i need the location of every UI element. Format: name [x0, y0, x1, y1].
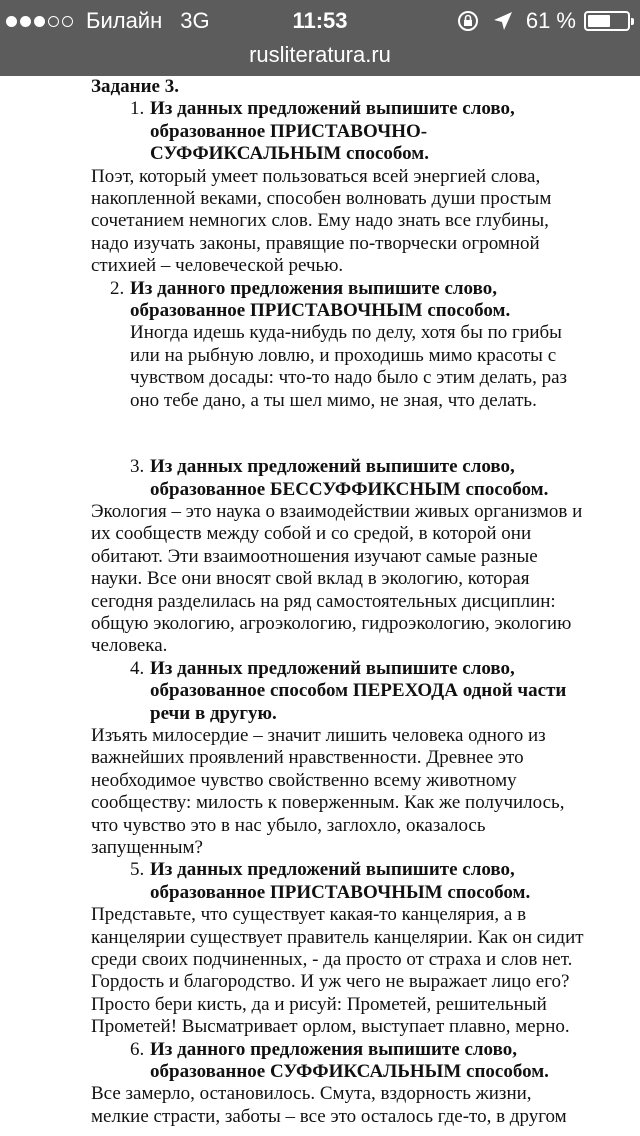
instruction-line: речи в другую. [150, 702, 277, 724]
task-4-instruction [130, 658, 640, 725]
task-6-instruction [130, 1039, 640, 1084]
instruction-line: образованное СУФФИКСАЛЬНЫМ способом. [150, 1061, 549, 1083]
instruction-line: Из данных предложений выпишите слово, [150, 657, 515, 679]
task-number: 1. [130, 98, 145, 120]
task-heading: Задание 3. [91, 76, 179, 97]
battery-percent: 61 % [525, 8, 576, 33]
task-6-text [0, 1083, 640, 1128]
task-number: 4. [130, 657, 145, 679]
battery-fill [588, 15, 610, 27]
text-line: Все замерло, остановилось. Смута, вздорность жизни, [91, 1083, 532, 1105]
text-line: их сообществ между собой и со средой, в которой они [91, 523, 532, 545]
text-line: накопленной веками, способен волновать души простым [91, 188, 552, 210]
task-5-instruction [130, 859, 640, 904]
location-arrow-icon [492, 10, 514, 32]
status-bar [0, 0, 640, 40]
blank-space [0, 412, 640, 456]
text-line: запущенным? [91, 837, 203, 858]
instruction-line: образованное БЕССУФФИКСНЫМ способом. [150, 478, 549, 500]
instruction-line: образованное ПРИСТАВОЧНЫМ способом. [150, 881, 531, 903]
instruction-line: Из данного предложения выпишите слово, [130, 277, 497, 299]
instruction-line: образованное ПРИСТАВОЧНЫМ способом. [130, 300, 511, 322]
instruction-line: СУФФИКСАЛЬНЫМ способом. [150, 143, 429, 165]
text-line: необходимое чувство свойственно всему животному [91, 769, 517, 791]
text-line: общую экологию, агроэкологию, гидроэкологию, экологию [91, 612, 572, 634]
text-line: Поэт, который умеет пользоваться всей энергией слова, [91, 165, 541, 187]
text-line: мелкие страсти, заботы – все это осталось где-то, в другом [91, 1105, 567, 1127]
instruction-line: Из данных предложений выпишите слово, [150, 859, 515, 881]
text-line: Прометей! Высматривает орлом, выступает плавно, мерно. [91, 1016, 570, 1038]
instruction-line: Из данных предложений выпишите слово, [150, 98, 515, 120]
task-3-text [0, 501, 640, 658]
task-number: 6. [130, 1038, 145, 1060]
task-1-text [0, 166, 640, 278]
text-line: науки. Все они вносят свой вклад в экологию, которая [91, 568, 530, 590]
text-line: или на рыбную ловлю, и проходишь мимо красоты с [130, 344, 557, 366]
task-number: 3. [130, 456, 145, 478]
text-line: Изъять милосердие – значит лишить человека одного из [91, 724, 546, 746]
task-number: 2. [110, 277, 125, 299]
instruction-line: образованное ПРИСТАВОЧНО- [150, 120, 428, 142]
text-line: сообществу: милость к поверженным. Как же получилось, [91, 792, 565, 814]
text-line: Иногда идешь куда-нибудь по делу, хотя бы по грибы [130, 322, 562, 344]
text-line: Представьте, что существует какая-то канцелярия, а в [91, 904, 527, 926]
text-line: оно тебе дано, а ты шел мимо, не зная, что делать. [130, 389, 537, 411]
text-line: Просто бери кисть, да и рисуй: Прометей, решительный [91, 993, 547, 1015]
instruction-line: образованное способом ПЕРЕХОДА одной части [150, 680, 567, 702]
text-line: важнейших проявлений нравственности. Древнее это [91, 747, 524, 769]
task-1-instruction [130, 98, 640, 165]
text-line: Экология – это наука о взаимодействии живых организмов и [91, 500, 583, 522]
carrier-name: Билайн [86, 8, 163, 33]
text-line: обитают. Эти взаимоотношения изучают самые разные [91, 545, 538, 567]
text-line: сочетанием немногих слов. Ему надо знать все глубины, [91, 210, 549, 232]
text-line: канцелярии существует правитель канцелярии. Как он сидит [91, 926, 584, 948]
text-line: сегодня разделилась на ряд самостоятельных дисциплин: [91, 590, 556, 612]
text-line: надо изучать законы, правящие по-творчески огромной [91, 232, 540, 254]
instruction-line: Из данных предложений выпишите слово, [150, 456, 515, 478]
document-page [0, 76, 640, 1136]
task-2-instruction [110, 278, 640, 323]
task-5-text [0, 904, 640, 1038]
text-line: стихией – человеческой речью. [91, 255, 344, 277]
instruction-line: Из данного предложения выпишите слово, [150, 1038, 517, 1060]
clock: 11:53 [292, 8, 348, 33]
address-bar[interactable]: rusliteratura.ru [0, 40, 640, 76]
network-type: 3G [180, 8, 210, 33]
text-line: что чувство это в нас убыло, заглохло, оказалось [91, 814, 486, 836]
task-2-text [0, 322, 640, 412]
task-number: 5. [130, 859, 145, 881]
battery-icon [584, 11, 630, 31]
battery-nub [631, 18, 634, 25]
rotation-lock-icon [456, 9, 480, 33]
text-line: чувством досады: что-то надо было с этим делать, раз [130, 367, 568, 389]
text-line: человека. [91, 635, 168, 657]
text-line: среди своих подчиненных, - да просто от страха и слов нет. [91, 949, 573, 971]
text-line: Гордость и благородство. И уж чего не выражает лицо его? [91, 971, 570, 993]
task-3-instruction [130, 456, 640, 501]
task-4-text [0, 725, 640, 859]
